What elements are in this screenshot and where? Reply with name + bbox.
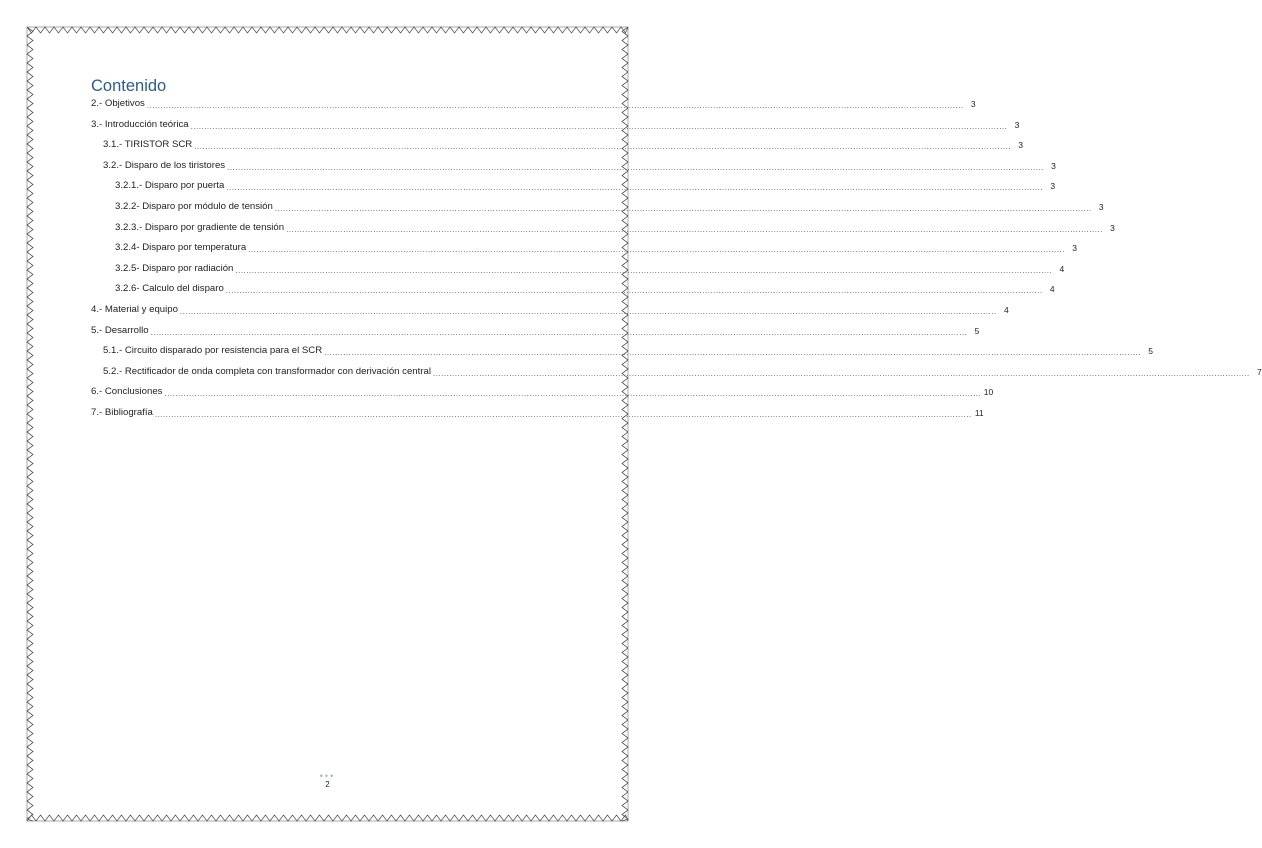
toc-entry[interactable] [103, 138, 1024, 152]
toc-entry-page: 3 [1110, 222, 1115, 233]
toc-dot-leader: ............................................................................................................................................................................................................................................................................................................ [154, 410, 972, 419]
toc-title: Contenido [91, 77, 167, 95]
toc-entry[interactable] [91, 303, 1009, 317]
toc-entry-page: 3 [1098, 202, 1104, 212]
toc-entry[interactable] [115, 282, 1055, 296]
toc-entry[interactable] [115, 241, 1077, 255]
toc-dot-leader: ............................................................................................................................................................................................................................................................................................................ [225, 286, 1043, 296]
toc-entry-label: 5.2.- Rectificador de onda completa con transformador con derivación central [103, 365, 431, 377]
toc-entry[interactable] [91, 97, 976, 111]
toc-entry-label: 5.1.- Circuito disparado por resistencia para el SCR [103, 345, 323, 357]
toc-entry-label: 5.- Desarrollo [91, 324, 149, 336]
toc-entry[interactable] [103, 365, 1262, 379]
toc-entry-page: 3 [1072, 243, 1077, 254]
toc-entry-page: 3 [1050, 181, 1056, 192]
toc-entry[interactable] [115, 262, 1065, 276]
toc-entry-label: 4.- Material y equipo [91, 304, 178, 315]
toc-entry-page: 7 [1257, 366, 1262, 377]
toc-entry[interactable] [103, 344, 1153, 358]
toc-entry-page: 4 [1049, 284, 1055, 295]
toc-entry[interactable] [91, 324, 980, 338]
toc-dot-leader: ............................................................................................................................................................................................................................................................................................................ [179, 307, 997, 316]
toc-entry[interactable] [91, 385, 994, 399]
toc-dot-leader: ............................................................................................................................................................................................................................................................................................................ [194, 142, 1012, 152]
toc-dot-leader: ............................................................................................................................................................................................................................................................................................................ [226, 183, 1044, 193]
toc-entry-label: 3.2.5- Disparo por radiación [115, 262, 234, 274]
toc-entry[interactable] [115, 221, 1115, 235]
toc-entry[interactable] [91, 118, 1020, 132]
toc-entry-label: 3.2.3.- Disparo por gradiente de tensión [115, 221, 285, 233]
toc-entry-label: 2.- Objetivos [91, 98, 145, 109]
toc-entry[interactable] [91, 406, 984, 420]
toc-dot-leader: ............................................................................................................................................................................................................................................................................................................ [324, 348, 1141, 358]
toc-entry[interactable] [103, 159, 1056, 173]
toc-entry-label: 6.- Conclusiones [91, 386, 163, 398]
toc-entry-label: 7.- Bibliografía [91, 407, 153, 418]
toc-entry-label: 3.2.1.- Disparo por puerta [115, 180, 225, 192]
toc-dot-leader: ............................................................................................................................................................................................................................................................................................................ [432, 368, 1250, 378]
toc-entry-page: 3 [970, 99, 976, 109]
toc-dot-leader: ............................................................................................................................................................................................................................................................................................................ [146, 101, 964, 110]
toc-entry-page: 5 [974, 325, 980, 336]
toc-entry-page: 3 [1018, 140, 1024, 151]
toc-dot-leader: ............................................................................................................................................................................................................................................................................................................ [227, 162, 1044, 172]
toc-entry-page: 4 [1003, 305, 1009, 315]
page-number-ornament: ••• [319, 771, 336, 781]
toc-entry[interactable] [115, 200, 1104, 214]
toc-entry-label: 3.1.- TIRISTOR SCR [103, 139, 193, 151]
toc-entry-page: 10 [983, 387, 994, 398]
toc-entry-page: 5 [1148, 346, 1153, 357]
toc-dot-leader: ............................................................................................................................................................................................................................................................................................................ [235, 265, 1053, 275]
toc-dot-leader: ............................................................................................................................................................................................................................................................................................................ [274, 204, 1092, 213]
toc-dot-leader: ............................................................................................................................................................................................................................................................................................................ [150, 327, 968, 337]
toc-entry-page: 4 [1059, 263, 1065, 274]
toc-dot-leader: ............................................................................................................................................................................................................................................................................................................ [248, 245, 1065, 255]
page-number: 2 [325, 780, 330, 789]
toc-entry-page: 11 [974, 408, 984, 418]
toc-entry[interactable] [115, 179, 1056, 193]
toc-entry-page: 3 [1051, 160, 1056, 171]
toc-entry-page: 3 [1014, 119, 1020, 130]
toc-entry-label: 3.- Introducción teórica [91, 118, 189, 130]
toc-entry-label: 3.2.6- Calculo del disparo [115, 283, 224, 295]
toc-dot-leader: ............................................................................................................................................................................................................................................................................................................ [190, 121, 1008, 131]
toc-entry-label: 3.2.4- Disparo por temperatura [115, 242, 247, 254]
toc-dot-leader: ............................................................................................................................................................................................................................................................................................................ [286, 224, 1103, 234]
toc-dot-leader: ............................................................................................................................................................................................................................................................................................................ [164, 389, 982, 399]
toc-entry-label: 3.2.- Disparo de los tiristores [103, 159, 226, 171]
toc-entry-label: 3.2.2- Disparo por módulo de tensión [115, 201, 273, 212]
